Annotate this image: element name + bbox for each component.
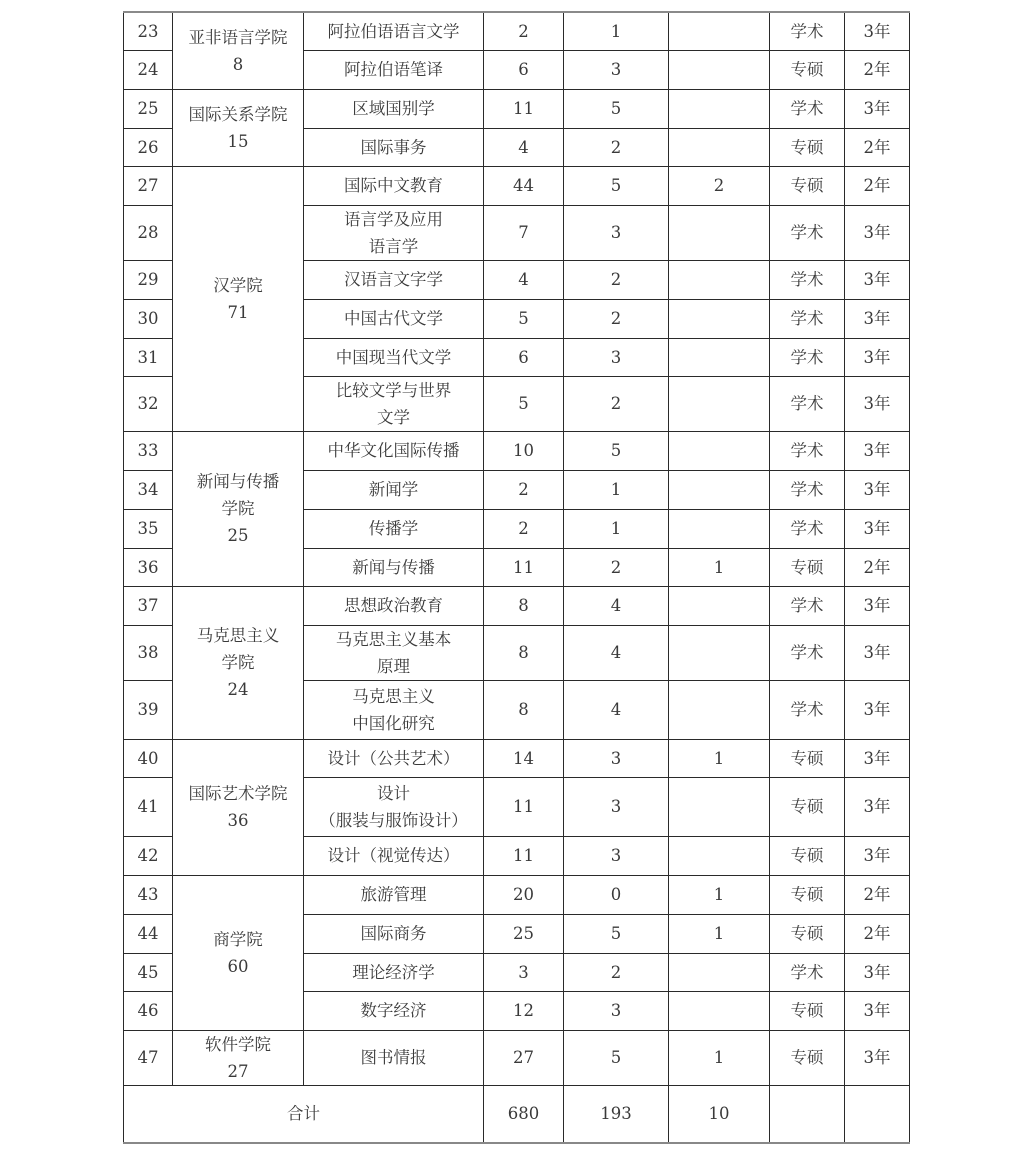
- college-cell: [173, 1030, 304, 1085]
- study-years: 3年: [845, 777, 910, 836]
- degree-type: 专硕: [770, 739, 845, 777]
- study-years: 3年: [845, 338, 910, 376]
- study-years: 2年: [845, 875, 910, 914]
- total-quota: 5: [484, 376, 564, 431]
- special-quota: [669, 260, 770, 299]
- special-quota: [669, 12, 770, 50]
- major-name: 中国化研究: [352, 713, 435, 733]
- total-quota: 14: [484, 739, 564, 777]
- college-name: 国际关系学院: [188, 104, 288, 124]
- major-name: （服装与服饰设计）: [319, 810, 468, 830]
- degree-type: 学术: [770, 470, 845, 509]
- table-row: [124, 875, 910, 914]
- degree-type: 学术: [770, 509, 845, 548]
- special-quota: [669, 338, 770, 376]
- recommended-quota: 2: [564, 953, 669, 991]
- special-quota: [669, 777, 770, 836]
- recommended-quota: 5: [564, 1030, 669, 1085]
- degree-type: 学术: [770, 299, 845, 338]
- degree-type: 学术: [770, 625, 845, 680]
- study-years: 3年: [845, 509, 910, 548]
- major-cell: [304, 205, 484, 260]
- study-years: 3年: [845, 991, 910, 1030]
- total-quota: 2: [484, 470, 564, 509]
- major-cell: [304, 50, 484, 89]
- college-name: 27: [227, 1061, 249, 1081]
- table-row: [124, 1030, 910, 1085]
- row-number: 26: [124, 128, 173, 166]
- degree-type: 学术: [770, 205, 845, 260]
- study-years: 3年: [845, 299, 910, 338]
- major-cell: [304, 953, 484, 991]
- major-name: 设计: [377, 783, 410, 803]
- major-cell: [304, 299, 484, 338]
- table-row: [124, 586, 910, 625]
- recommended-quota: 3: [564, 50, 669, 89]
- major-cell: [304, 470, 484, 509]
- row-number: 42: [124, 836, 173, 875]
- degree-type: 专硕: [770, 1030, 845, 1085]
- college-name: 学院: [221, 499, 255, 518]
- college-name: 新闻与传播: [196, 472, 280, 491]
- row-number: 31: [124, 338, 173, 376]
- study-years: 2年: [845, 128, 910, 166]
- study-years: 3年: [845, 739, 910, 777]
- row-number: 35: [124, 509, 173, 548]
- major-cell: [304, 777, 484, 836]
- college-name: 71: [227, 302, 249, 322]
- degree-type: 专硕: [770, 166, 845, 205]
- row-number: 34: [124, 470, 173, 509]
- recommended-quota: 3: [564, 991, 669, 1030]
- recommended-quota: 4: [564, 625, 669, 680]
- recommended-quota: 2: [564, 376, 669, 431]
- major-name: 比较文学与世界: [335, 380, 452, 400]
- special-quota: 2: [669, 166, 770, 205]
- college-name: 学院: [221, 653, 255, 672]
- major-name: 旅游管理: [360, 885, 427, 904]
- study-years: 3年: [845, 625, 910, 680]
- study-years: 2年: [845, 50, 910, 89]
- study-years: 2年: [845, 166, 910, 205]
- major-cell: [304, 680, 484, 739]
- college-cell: [173, 875, 304, 1030]
- study-years: 2年: [845, 914, 910, 953]
- major-cell: [304, 431, 484, 470]
- major-name: 数字经济: [360, 1001, 427, 1020]
- major-cell: [304, 914, 484, 953]
- row-number: 43: [124, 875, 173, 914]
- recommended-quota: 2: [564, 548, 669, 586]
- table-row: [124, 89, 910, 128]
- special-quota: [669, 431, 770, 470]
- total-quota: 27: [484, 1030, 564, 1085]
- total-quota: 4: [484, 128, 564, 166]
- major-name: 设计（公共艺术）: [327, 748, 460, 768]
- total-quota: 8: [484, 586, 564, 625]
- total-quota: 11: [484, 548, 564, 586]
- total-quota: 4: [484, 260, 564, 299]
- total-quota: 11: [484, 89, 564, 128]
- study-years: 3年: [845, 953, 910, 991]
- major-cell: [304, 128, 484, 166]
- recommended-quota: 4: [564, 586, 669, 625]
- special-quota: [669, 50, 770, 89]
- major-cell: [304, 991, 484, 1030]
- total-quota: 2: [484, 509, 564, 548]
- total-quota: 10: [484, 431, 564, 470]
- degree-type: 学术: [770, 260, 845, 299]
- college-cell: [173, 586, 304, 739]
- row-number: 27: [124, 166, 173, 205]
- major-name: 新闻学: [368, 480, 419, 499]
- major-cell: [304, 338, 484, 376]
- major-cell: [304, 376, 484, 431]
- total-quota: 20: [484, 875, 564, 914]
- special-quota: [669, 376, 770, 431]
- major-name: 思想政治教育: [344, 596, 443, 615]
- major-cell: [304, 836, 484, 875]
- major-name: 国际事务: [360, 137, 427, 157]
- recommended-quota: 0: [564, 875, 669, 914]
- recommended-quota: 5: [564, 914, 669, 953]
- degree-type: 学术: [770, 586, 845, 625]
- special-quota: [669, 509, 770, 548]
- degree-type: 学术: [770, 338, 845, 376]
- total-quota: 11: [484, 836, 564, 875]
- college-cell: [173, 431, 304, 586]
- table-row: [124, 739, 910, 777]
- total-type-empty: [770, 1085, 845, 1143]
- degree-type: 专硕: [770, 991, 845, 1030]
- major-name: 设计（视觉传达）: [327, 846, 460, 865]
- degree-type: 学术: [770, 12, 845, 50]
- major-cell: [304, 739, 484, 777]
- recommended-quota: 3: [564, 836, 669, 875]
- special-quota: 1: [669, 739, 770, 777]
- special-quota: 1: [669, 1030, 770, 1085]
- row-number: 37: [124, 586, 173, 625]
- total-quota: 25: [484, 914, 564, 953]
- college-name: 汉学院: [213, 275, 263, 295]
- major-name: 中华文化国际传播: [327, 441, 460, 460]
- special-quota: 1: [669, 875, 770, 914]
- study-years: 3年: [845, 470, 910, 509]
- total-quota: 11: [484, 777, 564, 836]
- major-cell: [304, 166, 484, 205]
- enrollment-table: [123, 11, 910, 1144]
- row-number: 39: [124, 680, 173, 739]
- recommended-quota: 5: [564, 166, 669, 205]
- recommended-quota: 5: [564, 431, 669, 470]
- special-quota: [669, 680, 770, 739]
- total-row: [124, 1085, 910, 1143]
- college-cell: [173, 166, 304, 431]
- total-label: 合计: [124, 1085, 484, 1143]
- recommended-quota: 3: [564, 205, 669, 260]
- major-name: 语言学及应用: [344, 209, 443, 229]
- table-body: [124, 12, 910, 1143]
- study-years: 3年: [845, 205, 910, 260]
- study-years: 3年: [845, 89, 910, 128]
- major-name: 原理: [377, 656, 410, 676]
- total-quota: 5: [484, 299, 564, 338]
- major-name: 国际商务: [360, 924, 427, 943]
- row-number: 46: [124, 991, 173, 1030]
- recommended-quota: 1: [564, 470, 669, 509]
- major-cell: [304, 260, 484, 299]
- degree-type: 专硕: [770, 777, 845, 836]
- major-cell: [304, 875, 484, 914]
- recommended-quota: 1: [564, 12, 669, 50]
- college-name: 马克思主义: [196, 626, 280, 645]
- special-quota: [669, 991, 770, 1030]
- row-number: 45: [124, 953, 173, 991]
- degree-type: 专硕: [770, 128, 845, 166]
- row-number: 33: [124, 431, 173, 470]
- row-number: 23: [124, 12, 173, 50]
- college-cell: [173, 739, 304, 875]
- row-number: 29: [124, 260, 173, 299]
- row-number: 32: [124, 376, 173, 431]
- degree-type: 学术: [770, 431, 845, 470]
- college-name: 24: [227, 680, 249, 699]
- degree-type: 专硕: [770, 50, 845, 89]
- major-cell: [304, 625, 484, 680]
- total-quota: 6: [484, 50, 564, 89]
- degree-type: 学术: [770, 89, 845, 128]
- college-name: 36: [227, 811, 249, 830]
- grand-recommended: 193: [564, 1085, 669, 1143]
- grand-total: 680: [484, 1085, 564, 1143]
- special-quota: [669, 586, 770, 625]
- major-name: 中国现当代文学: [335, 347, 452, 367]
- recommended-quota: 2: [564, 299, 669, 338]
- recommended-quota: 4: [564, 680, 669, 739]
- special-quota: [669, 836, 770, 875]
- degree-type: 学术: [770, 680, 845, 739]
- row-number: 36: [124, 548, 173, 586]
- total-quota: 12: [484, 991, 564, 1030]
- total-quota: 2: [484, 12, 564, 50]
- row-number: 44: [124, 914, 173, 953]
- major-cell: [304, 1030, 484, 1085]
- major-name: 国际中文教育: [344, 176, 443, 195]
- degree-type: 专硕: [770, 548, 845, 586]
- special-quota: [669, 89, 770, 128]
- special-quota: [669, 128, 770, 166]
- total-quota: 44: [484, 166, 564, 205]
- total-quota: 8: [484, 680, 564, 739]
- row-number: 28: [124, 205, 173, 260]
- recommended-quota: 3: [564, 777, 669, 836]
- total-years-empty: [845, 1085, 910, 1143]
- study-years: 3年: [845, 680, 910, 739]
- study-years: 3年: [845, 836, 910, 875]
- row-number: 47: [124, 1030, 173, 1085]
- study-years: 3年: [845, 260, 910, 299]
- major-name: 文学: [377, 407, 410, 427]
- study-years: 3年: [845, 12, 910, 50]
- major-name: 阿拉伯语语言文学: [327, 21, 460, 41]
- major-name: 汉语言文字学: [344, 270, 443, 289]
- major-name: 区域国别学: [352, 99, 435, 118]
- special-quota: [669, 953, 770, 991]
- major-name: 语言学: [368, 236, 419, 256]
- college-name: 15: [227, 131, 249, 151]
- table-row: [124, 431, 910, 470]
- major-cell: [304, 12, 484, 50]
- degree-type: 专硕: [770, 836, 845, 875]
- college-name: 60: [227, 956, 249, 976]
- total-quota: 8: [484, 625, 564, 680]
- degree-type: 学术: [770, 376, 845, 431]
- special-quota: [669, 625, 770, 680]
- table-row: [124, 166, 910, 205]
- major-name: 阿拉伯语笔译: [344, 60, 443, 79]
- college-cell: [173, 12, 304, 89]
- degree-type: 专硕: [770, 914, 845, 953]
- college-name: 25: [227, 526, 249, 545]
- college-cell: [173, 89, 304, 166]
- special-quota: [669, 205, 770, 260]
- major-cell: [304, 548, 484, 586]
- row-number: 30: [124, 299, 173, 338]
- row-number: 41: [124, 777, 173, 836]
- study-years: 3年: [845, 376, 910, 431]
- table-row: [124, 12, 910, 50]
- row-number: 38: [124, 625, 173, 680]
- major-name: 图书情报: [360, 1048, 427, 1067]
- major-name: 理论经济学: [352, 962, 435, 982]
- study-years: 3年: [845, 586, 910, 625]
- special-quota: 1: [669, 548, 770, 586]
- total-quota: 6: [484, 338, 564, 376]
- college-name: 亚非语言学院: [188, 27, 288, 47]
- row-number: 40: [124, 739, 173, 777]
- major-cell: [304, 586, 484, 625]
- college-name: 国际艺术学院: [188, 784, 288, 803]
- recommended-quota: 3: [564, 338, 669, 376]
- college-name: 商学院: [213, 929, 263, 949]
- degree-type: 学术: [770, 953, 845, 991]
- total-quota: 7: [484, 205, 564, 260]
- major-name: 新闻与传播: [352, 557, 435, 577]
- major-cell: [304, 509, 484, 548]
- college-name: 8: [232, 54, 244, 74]
- major-cell: [304, 89, 484, 128]
- study-years: 2年: [845, 548, 910, 586]
- recommended-quota: 2: [564, 128, 669, 166]
- major-name: 传播学: [368, 519, 419, 538]
- study-years: 3年: [845, 1030, 910, 1085]
- row-number: 24: [124, 50, 173, 89]
- recommended-quota: 3: [564, 739, 669, 777]
- major-name: 马克思主义: [352, 686, 435, 706]
- recommended-quota: 2: [564, 260, 669, 299]
- special-quota: [669, 470, 770, 509]
- row-number: 25: [124, 89, 173, 128]
- grand-special: 10: [669, 1085, 770, 1143]
- major-name: 马克思主义基本: [335, 629, 452, 649]
- degree-type: 专硕: [770, 875, 845, 914]
- college-name: 软件学院: [205, 1034, 271, 1054]
- special-quota: [669, 299, 770, 338]
- recommended-quota: 5: [564, 89, 669, 128]
- total-quota: 3: [484, 953, 564, 991]
- major-name: 中国古代文学: [344, 309, 443, 328]
- recommended-quota: 1: [564, 509, 669, 548]
- special-quota: 1: [669, 914, 770, 953]
- study-years: 3年: [845, 431, 910, 470]
